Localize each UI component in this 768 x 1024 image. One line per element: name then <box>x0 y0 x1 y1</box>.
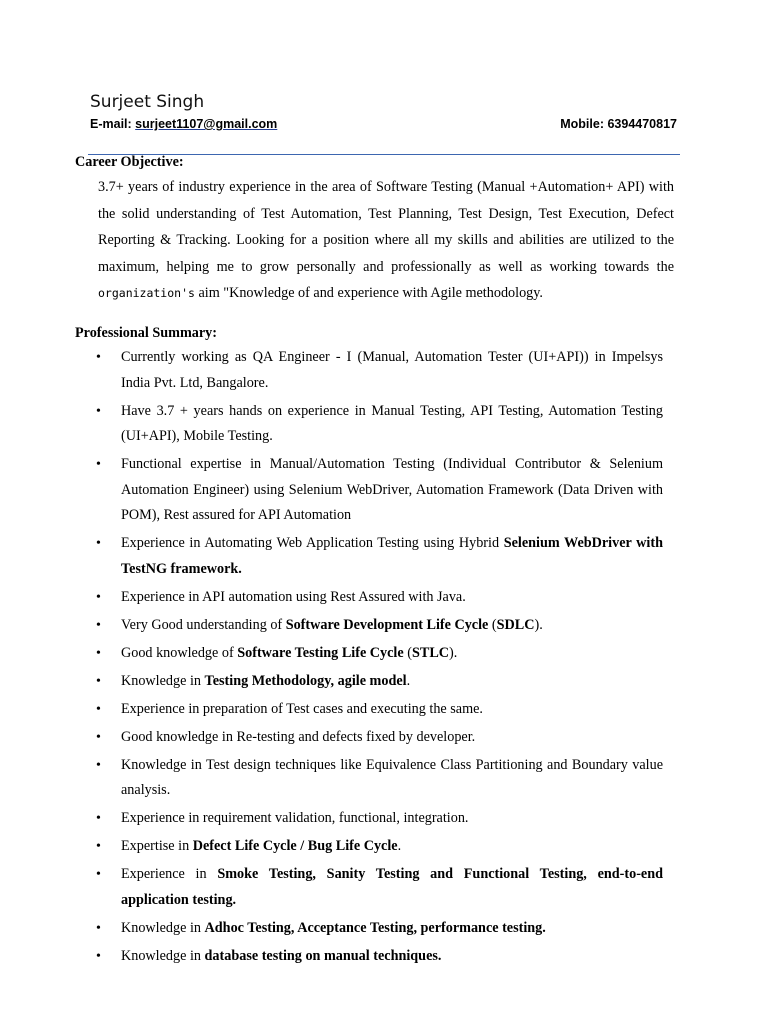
list-item <box>121 697 663 723</box>
list-item-bold: database testing on manual techniques. <box>204 947 442 964</box>
list-item-bold: Selenium WebDriver with TestNG framework. <box>121 535 663 577</box>
career-text-part-b: aim "Knowledge of and experience with Agile methodology. <box>198 285 543 301</box>
list-item-text: Experience in <box>121 866 218 882</box>
list-item <box>121 641 663 667</box>
list-item-text: Expertise in <box>121 838 193 854</box>
list-item <box>121 531 663 582</box>
list-item-text: ). <box>534 616 543 633</box>
list-item <box>121 834 663 860</box>
list-item-bold: Testing Methodology, agile model <box>204 672 407 689</box>
list-item-text: Knowledge in Test design techniques like Equivalence Class Partitioning and Boundary value analysis. <box>121 756 663 798</box>
list-item-text: Good knowledge of <box>121 644 238 661</box>
mobile-number: 6394470817 <box>607 117 677 131</box>
list-item <box>121 452 663 529</box>
career-text-part-a: 3.7+ years of industry experience in the area of Software Testing (Manual +Automation+ API) with the solid understanding of Test Automation, Test Planning, Test Design, Test Execution, Defect Reporting & Tracking. Looking for a position where all my skills and abilities are utilized to the maximum, helping me to grow personally and professionally as well as working towards the <box>98 179 674 275</box>
list-item-text: Experience in requirement validation, functional, integration. <box>121 810 469 826</box>
list-item-text: . <box>397 838 402 854</box>
list-item <box>121 916 663 942</box>
list-item <box>121 944 663 970</box>
professional-summary-heading: Professional Summary: <box>75 325 217 341</box>
list-item-bold: STLC <box>411 644 450 661</box>
list-item-bold: Software Development Life Cycle <box>285 616 489 633</box>
list-item-bold: Smoke Testing, Sanity Testing and Functional Testing, end-to-end application testing. <box>121 866 664 908</box>
list-item-text: . <box>406 672 411 689</box>
list-item <box>121 725 663 751</box>
career-objective-text <box>98 174 674 307</box>
candidate-name: Surjeet Singh <box>90 92 205 112</box>
mobile-block <box>560 117 677 131</box>
career-objective-heading: Career Objective: <box>75 154 184 170</box>
list-item-text: Functional expertise in Manual/Automation Testing (Individual Contributor & Selenium Automation Engineer) using Selenium WebDriver, Automation Framework (Data Driven with POM), Rest assured for API Automation <box>121 456 663 523</box>
list-item <box>121 399 663 450</box>
email-label: E-mail: <box>90 117 132 131</box>
list-item-text: Currently working as QA Engineer - I (Manual, Automation Tester (UI+API)) in Impelsys India Pvt. Ltd, Bangalore. <box>121 349 663 391</box>
list-item-text: Experience in Automating Web Application Testing using Hybrid <box>121 535 504 551</box>
list-item-bold: SDLC <box>496 616 535 633</box>
list-item <box>121 613 663 639</box>
list-item-text: ). <box>449 644 458 661</box>
list-item-text: Knowledge in <box>121 672 205 689</box>
list-item <box>121 862 663 913</box>
list-item-text: Knowledge in <box>121 919 205 936</box>
email-link[interactable]: surjeet1107@gmail.com <box>135 117 278 131</box>
list-item-text: ( <box>403 644 412 661</box>
list-item-text: Experience in API automation using Rest Assured with Java. <box>121 588 466 605</box>
list-item <box>121 585 663 611</box>
career-text-organization: organization's <box>98 286 195 300</box>
mobile-label: Mobile: <box>560 117 604 131</box>
list-item-text: Good knowledge in Re-testing and defects fixed by developer. <box>121 728 476 745</box>
list-item <box>121 753 663 804</box>
list-item <box>121 345 663 396</box>
list-item-bold: Software Testing Life Cycle <box>237 644 404 661</box>
list-item-text: ( <box>488 616 497 633</box>
list-item <box>121 669 663 695</box>
email-block <box>90 117 277 131</box>
list-item-text: Knowledge in <box>121 947 205 964</box>
list-item <box>121 806 663 832</box>
list-item-bold: Defect Life Cycle / Bug Life Cycle <box>192 838 398 854</box>
professional-summary-list <box>0 345 768 972</box>
list-item-text: Very Good understanding of <box>121 616 286 633</box>
list-item-text: Experience in preparation of Test cases and executing the same. <box>121 700 483 717</box>
list-item-text: Have 3.7 + years hands on experience in Manual Testing, API Testing, Automation Testing (UI+API), Mobile Testing. <box>121 402 663 444</box>
list-item-bold: Adhoc Testing, Acceptance Testing, performance testing. <box>204 919 546 936</box>
